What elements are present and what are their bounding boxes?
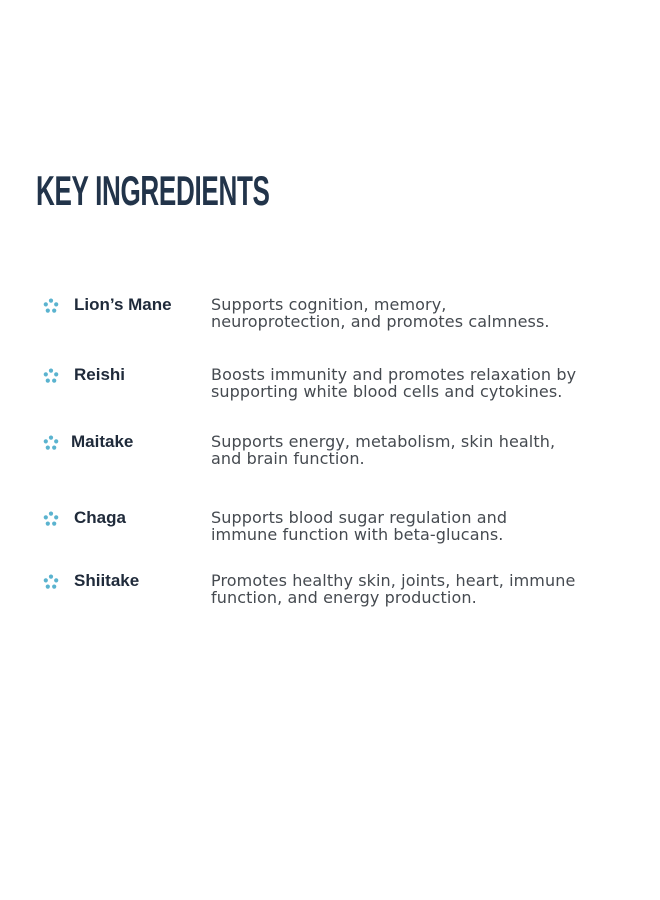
description-line: Supports blood sugar regulation and (211, 508, 508, 527)
ingredient-name: Reishi (74, 365, 126, 384)
ingredient-name: Lion’s Mane (74, 295, 172, 314)
flower-dots-icon (43, 574, 59, 590)
description-line: function, and energy production. (211, 588, 477, 607)
description-line: Promotes healthy skin, joints, heart, immune (211, 571, 576, 590)
ingredient-name: Maitake (71, 432, 134, 451)
flower-dots-icon (43, 368, 59, 384)
ingredient-description (211, 296, 631, 330)
ingredient-name: Shiitake (74, 571, 140, 590)
flower-dots-icon (43, 298, 59, 314)
ingredient-description (211, 366, 631, 400)
description-line: neuroprotection, and promotes calmness. (211, 312, 550, 331)
description-line: and brain function. (211, 449, 365, 468)
description-line: Supports cognition, memory, (211, 295, 447, 314)
flower-dots-icon (43, 511, 59, 527)
ingredient-description (211, 509, 631, 543)
ingredient-description (211, 433, 631, 467)
ingredient-description (211, 572, 631, 606)
description-line: Boosts immunity and promotes relaxation by (211, 365, 577, 384)
ingredient-name: Chaga (74, 508, 126, 527)
page-title: KEY INGREDIENTS (36, 167, 270, 215)
description-line: Supports energy, metabolism, skin health, (211, 432, 556, 451)
description-line: immune function with beta-glucans. (211, 525, 504, 544)
flower-dots-icon (43, 435, 59, 451)
description-line: supporting white blood cells and cytokines. (211, 382, 563, 401)
